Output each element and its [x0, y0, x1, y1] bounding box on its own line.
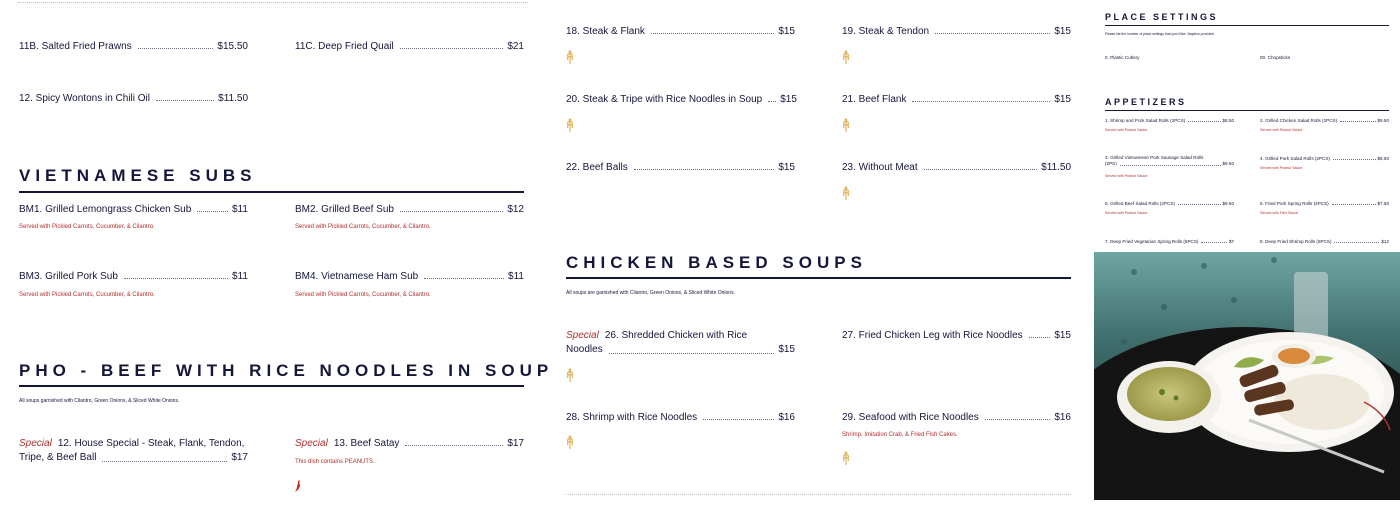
appetizer-item-8[interactable]: 8. Deep Fried Shrimp Rolls (6PCS) $12: [1260, 239, 1389, 244]
cutoff-items-row: [18, 0, 528, 3]
gluten-wheat-icon: [841, 117, 851, 133]
option-plastic-cutlery[interactable]: 0. Plastic Cutlery: [1105, 55, 1140, 60]
gluten-wheat-icon: [841, 450, 851, 466]
menu-item-18[interactable]: 18. Steak & Flank $15: [566, 26, 795, 37]
menu-item-bm3[interactable]: BM3. Grilled Pork Sub $11: [19, 271, 248, 282]
menu-item-11c[interactable]: 11C. Deep Fried Quail $21: [295, 41, 524, 52]
item-description: Served with Peanut Sauce.: [1105, 128, 1149, 132]
menu-item-11b[interactable]: 11B. Salted Fried Prawns $15.50: [19, 41, 248, 52]
section-heading-appetizers: APPETIZERS: [1105, 97, 1187, 107]
food-photo-illustration: [1094, 252, 1400, 500]
food-photo: [1094, 252, 1400, 500]
menu-item-23[interactable]: 23. Without Meat $11.50: [842, 162, 1071, 173]
special-tag: Special: [295, 438, 328, 449]
appetizer-item-4[interactable]: 4. Grilled Pork Salad Rolls (2PCS) $8.50: [1260, 156, 1389, 161]
item-description: Served with Peanut Sauce.: [1105, 174, 1149, 178]
item-description: Served with Pickled Carrots, Cucumber, & Cilantro.: [295, 292, 431, 298]
menu-item-29[interactable]: 29. Seafood with Rice Noodles $16: [842, 412, 1071, 423]
menu-item-20[interactable]: 20. Steak & Tripe with Rice Noodles in Soup $15: [566, 94, 797, 105]
spicy-chili-icon: [293, 479, 303, 493]
section-rule: [566, 277, 1071, 279]
menu-item-bm1[interactable]: BM1. Grilled Lemongrass Chicken Sub $11: [19, 204, 248, 215]
special-tag: Special: [19, 438, 52, 449]
section-heading-subs: VIETNAMESE SUBS: [19, 166, 257, 185]
item-description: This dish contains PEANUTS.: [295, 459, 375, 465]
menu-item-12[interactable]: 12. Spicy Wontons in Chili Oil $11.50: [19, 93, 248, 104]
item-description: Served with Peanut Sauce.: [1260, 128, 1304, 132]
appetizer-item-1[interactable]: 1. Shrimp and Pork Salad Rolls (2PCS) $8.50: [1105, 118, 1234, 123]
item-description: Served with Peanut Sauce.: [1260, 166, 1304, 170]
appetizer-item-7[interactable]: 7. Deep Fried Vegetarian Spring Rolls (6PCS) $7: [1105, 239, 1234, 244]
item-description: Served with Pickled Carrots, Cucumber, & Cilantro.: [19, 224, 155, 230]
item-description: Shrimp, Imitation Crab, & Fried Fish Cakes.: [842, 432, 958, 438]
section-note: Please list the number of place settings that you'd like. Napkins provided.: [1105, 32, 1215, 36]
section-note: All soups are garnished with Cilantro, Green Onions, & Sliced White Onions.: [566, 290, 735, 296]
section-note: All soups garnished with Cilantro, Green Onions, & Sliced White Onions.: [19, 398, 180, 404]
section-heading-place-settings: PLACE SETTINGS: [1105, 12, 1219, 22]
gluten-wheat-icon: [841, 49, 851, 65]
section-heading-chicken: CHICKEN BASED SOUPS: [566, 253, 867, 272]
menu-item-12-house-special[interactable]: Special 12. House Special - Steak, Flank, Tendon, Tripe, & Beef Ball $17: [19, 438, 248, 463]
section-rule: [1105, 25, 1389, 26]
gluten-wheat-icon: [565, 434, 575, 450]
appetizer-item-6[interactable]: 6. Fried Pork Spring Rolls (4PCS) $7.50: [1260, 201, 1389, 206]
appetizer-item-2[interactable]: 2. Grilled Chicken Salad Rolls (2PCS) $9.50: [1260, 118, 1389, 123]
gluten-wheat-icon: [565, 117, 575, 133]
gluten-wheat-icon: [565, 49, 575, 65]
menu-item-21[interactable]: 21. Beef Flank $15: [842, 94, 1071, 105]
item-description: Served with Fish Sauce.: [1260, 211, 1299, 215]
section-rule: [19, 191, 524, 193]
appetizer-item-3[interactable]: 3. Grilled Vietnamese Pork Sausage Salad Rolls (2PS) $9.50: [1105, 155, 1234, 166]
menu-item-19[interactable]: 19. Steak & Tendon $15: [842, 26, 1071, 37]
menu-item-28[interactable]: 28. Shrimp with Rice Noodles $16: [566, 412, 795, 423]
menu-item-26[interactable]: Special 26. Shredded Chicken with Rice Noodles $15: [566, 330, 795, 355]
section-rule: [19, 385, 524, 387]
option-chopsticks[interactable]: 00. Chopsticks: [1260, 55, 1291, 60]
section-heading-pho: PHO - BEEF WITH RICE NOODLES IN SOUP: [19, 361, 554, 380]
gluten-wheat-icon: [565, 367, 575, 383]
menu-item-13-beef-satay[interactable]: Special 13. Beef Satay $17: [295, 438, 524, 449]
item-description: Served with Pickled Carrots, Cucumber, & Cilantro.: [19, 292, 155, 298]
special-tag: Special: [566, 330, 599, 341]
section-rule: [1105, 110, 1389, 111]
appetizer-item-5[interactable]: 5. Grilled Beef Salad Rolls (2PCS) $9.50: [1105, 201, 1234, 206]
menu-item-bm2[interactable]: BM2. Grilled Beef Sub $12: [295, 204, 524, 215]
item-description: Served with Peanut Sauce.: [1105, 211, 1149, 215]
menu-item-22[interactable]: 22. Beef Balls $15: [566, 162, 795, 173]
item-description: Served with Pickled Carrots, Cucumber, & Cilantro.: [295, 224, 431, 230]
gluten-wheat-icon: [841, 185, 851, 201]
menu-item-27[interactable]: 27. Fried Chicken Leg with Rice Noodles $15: [842, 330, 1071, 341]
menu-item-bm4[interactable]: BM4. Vietnamese Ham Sub $11: [295, 271, 524, 282]
